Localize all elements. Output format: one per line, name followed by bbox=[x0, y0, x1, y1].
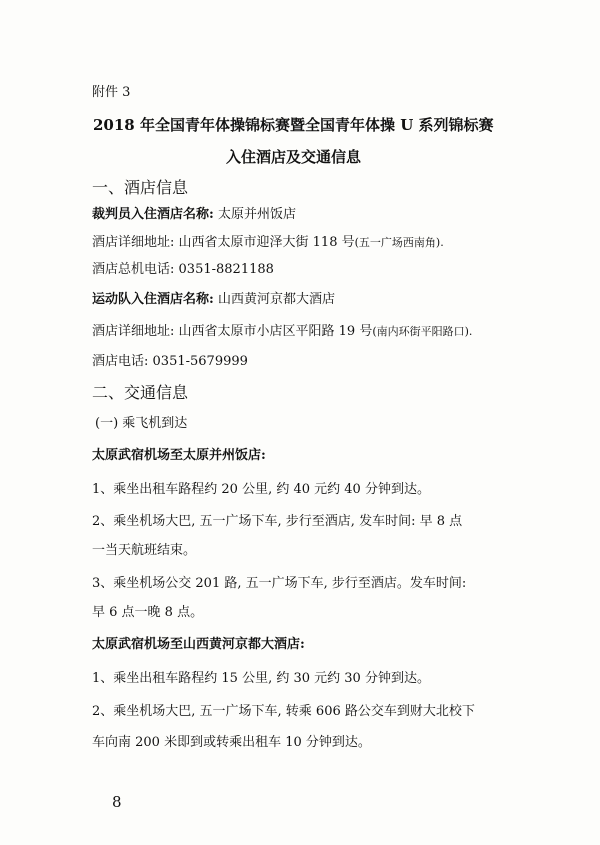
athlete-hotel-name-value: 山西黄河京都大酒店 bbox=[217, 292, 335, 307]
route1-item3-line1: 3、乘坐机场公交 201 路, 五一广场下车, 步行至酒店。发车时间: bbox=[92, 576, 467, 591]
athlete-hotel-phone-row bbox=[92, 355, 248, 368]
page-number: 8 bbox=[112, 793, 122, 811]
route2-item2-line2: 车向南 200 米即到或转乘出租车 10 分钟到达。 bbox=[92, 735, 371, 750]
athlete-hotel-address-row bbox=[92, 325, 472, 338]
referee-hotel-phone-label: 酒店总机电话: bbox=[92, 262, 175, 277]
route2-item1: 1、乘坐出租车路程约 15 公里, 约 30 元约 30 分钟到达。 bbox=[92, 671, 430, 686]
subheading-by-air: (一) 乘飞机到达 bbox=[95, 416, 188, 431]
attachment-label: 附件 3 bbox=[92, 85, 131, 100]
referee-hotel-phone-value: 0351-8821188 bbox=[178, 262, 274, 277]
athlete-hotel-phone-label: 酒店电话: bbox=[92, 354, 149, 369]
athlete-hotel-address-value: 山西省太原市小店区平阳路 19 号 bbox=[178, 324, 373, 339]
athlete-hotel-address-label: 酒店详细地址: bbox=[92, 324, 175, 339]
route2-title: 太原武宿机场至山西黄河京都大酒店: bbox=[92, 637, 305, 652]
section-heading-transport: 二、交通信息 bbox=[92, 383, 189, 402]
athlete-hotel-name-row bbox=[92, 293, 335, 306]
referee-hotel-phone-row bbox=[92, 263, 274, 276]
referee-hotel-address-value: 山西省太原市迎泽大街 118 号 bbox=[178, 235, 355, 250]
document-title-line1: 2018 年全国青年体操锦标赛暨全国青年体操 U 系列锦标赛 bbox=[93, 116, 494, 134]
referee-hotel-name-row bbox=[92, 208, 296, 221]
referee-hotel-address-row bbox=[92, 236, 444, 249]
route1-title: 太原武宿机场至太原并州饭店: bbox=[92, 448, 266, 463]
route1-item3-line2: 早 6 点一晚 8 点。 bbox=[92, 605, 204, 620]
section-heading-hotel: 一、酒店信息 bbox=[92, 178, 189, 197]
route1-item1: 1、乘坐出租车路程约 20 公里, 约 40 元约 40 分钟到达。 bbox=[92, 482, 430, 497]
referee-hotel-address-note: (五一广场西南角). bbox=[354, 236, 444, 249]
athlete-hotel-phone-value: 0351-5679999 bbox=[152, 354, 248, 369]
athlete-hotel-address-note: (南内环街平阳路口). bbox=[372, 325, 473, 338]
referee-hotel-name-value: 太原并州饭店 bbox=[217, 207, 296, 222]
route2-item2-line1: 2、乘坐机场大巴, 五一广场下车, 转乘 606 路公交车到财大北校下 bbox=[92, 704, 475, 719]
route1-item2-line1: 2、乘坐机场大巴, 五一广场下车, 步行至酒店, 发车时间: 早 8 点 bbox=[92, 514, 463, 529]
document-title-line2: 入住酒店及交通信息 bbox=[226, 148, 362, 166]
referee-hotel-address-label: 酒店详细地址: bbox=[92, 235, 175, 250]
athlete-hotel-name-label: 运动队入住酒店名称: bbox=[92, 292, 214, 307]
referee-hotel-name-label: 裁判员入住酒店名称: bbox=[92, 207, 214, 222]
route1-item2-line2: 一当天航班结束。 bbox=[92, 543, 197, 558]
